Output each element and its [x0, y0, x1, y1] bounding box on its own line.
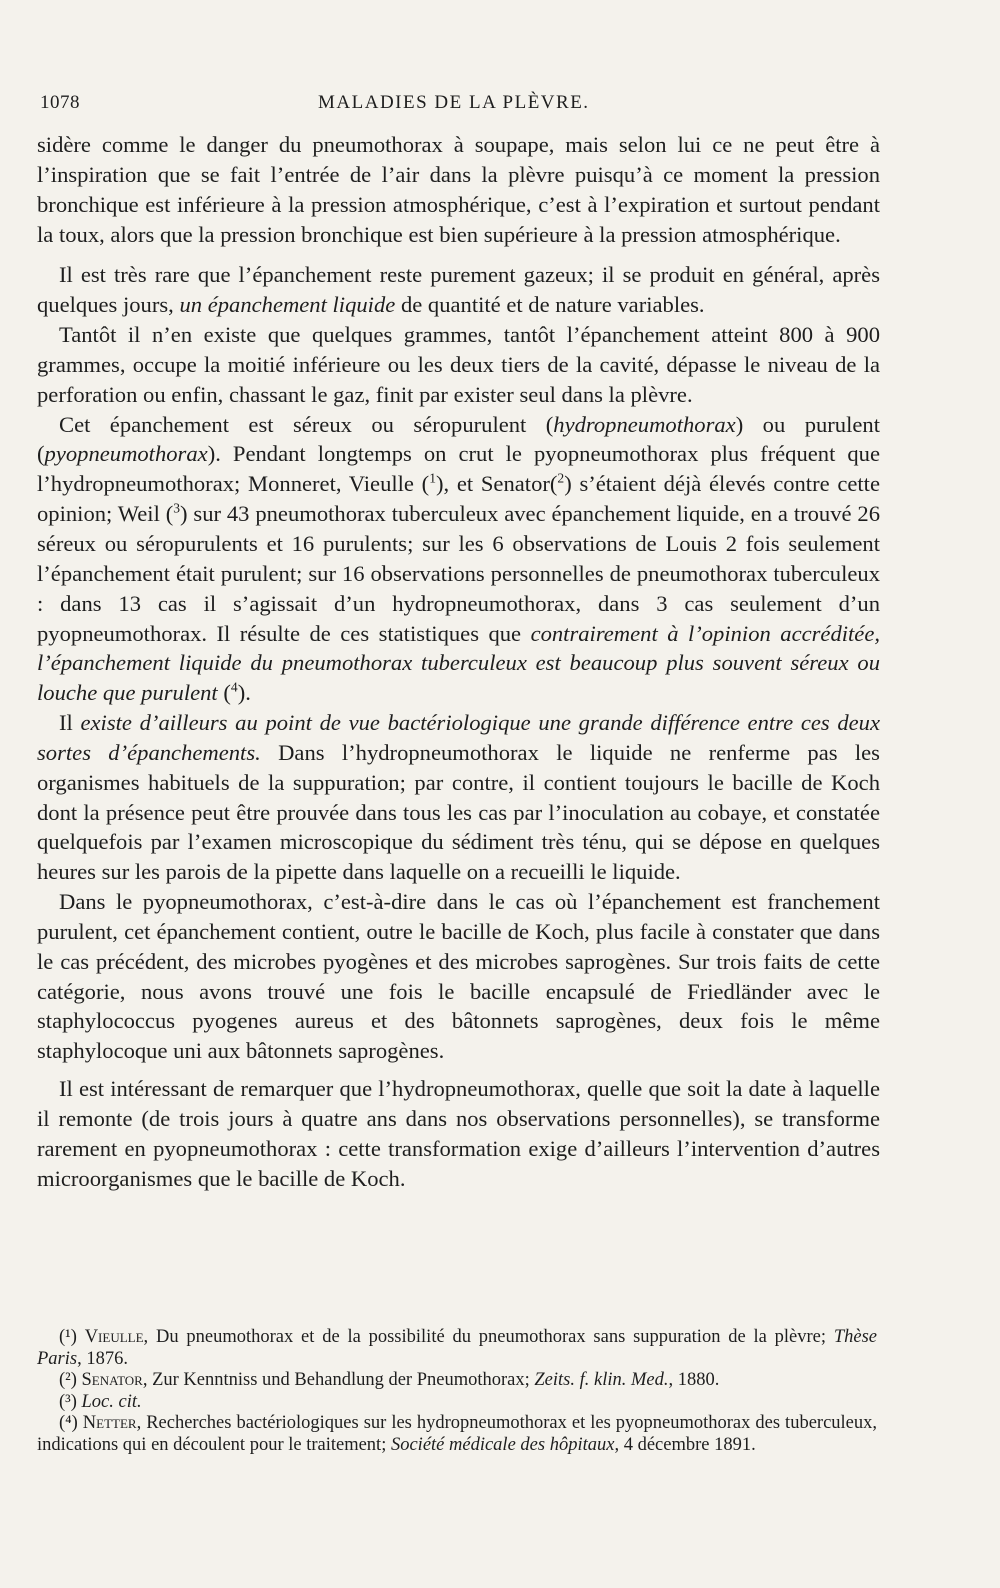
text-run: ) ou purulent (: [37, 411, 880, 467]
emphasis: pyopneumothorax: [44, 441, 208, 467]
footnote-ref-3[interactable]: 3: [173, 500, 181, 516]
paragraph-7: Il est intéressant de remarquer que l’hydropneumothorax, quelle que soit la date à laquelle il remonte (de trois jours à quatre ans dans nos observations personnelles), se transforme rarement en pyopneumothorax : cette transformation exige d’ailleurs l’intervention d’autres microorganismes que le bacille de Koch.: [37, 1076, 880, 1191]
paragraph-1: sidère comme le danger du pneumothorax à soupape, mais selon lui ce ne peut être à l’inspiration que se fait l’entrée de l’air dans la plèvre puisqu’à ce moment la pression bronchique est inférieure à la pression atmosphérique, c’est à l’expiration et surtout pendant la toux, alors que la pression bronchique est bien supérieure à la pression atmosphérique.: [37, 132, 880, 247]
paragraph-3: Tantôt il n’en existe que quelques grammes, tantôt l’épanchement atteint 800 à 900 grammes, occupe la moitié inférieure ou les deux tiers de la cavité, dépasse le niveau de la perforation ou enfin, chassant le gaz, finit par exister seul dans la plèvre.: [37, 322, 880, 407]
emphasis: Société médicale des hôpitaux: [390, 1434, 615, 1455]
footnote-ref-4[interactable]: 4: [230, 679, 238, 695]
text-run: Il: [59, 710, 81, 736]
running-header: [40, 92, 600, 120]
text-run: , 1876.: [77, 1348, 128, 1369]
emphasis: un épanchement liquide: [179, 292, 396, 318]
paragraph-4: [37, 410, 880, 708]
emphasis: contrairement à l’opinion accréditée, l’épanchement liquide du pneumothorax tuberculeux est beaucoup plus souvent séreux ou louche que purulent: [37, 620, 880, 706]
body-text: [37, 130, 880, 1194]
footnote-marker: (⁴): [59, 1413, 78, 1433]
text-run: , 4 décembre 1891.: [614, 1434, 756, 1455]
text-run: ). Pendant longtemps on crut le pyopneumothorax plus fréquent que l’hydropneumothorax; Monneret, Vieulle (: [37, 441, 880, 497]
text-run: ), et Senator(: [435, 471, 558, 497]
page-number: 1078: [40, 92, 80, 113]
text-run: ) s’étaient déjà élevés contre cette opinion; Weil (: [37, 471, 880, 527]
footnote-1: [37, 1327, 877, 1370]
footnote-author: Vieulle,: [84, 1327, 149, 1347]
text-run: , 1880.: [668, 1370, 720, 1390]
text-run: Cet épanchement est séreux ou séropurulent (: [59, 411, 554, 437]
paragraph-6: Dans le pyopneumothorax, c’est-à-dire dans le cas où l’épanchement est franchement purulent, cet épanchement contient, outre le bacille de Koch, plus facile à constater que dans le cas précédent, des microbes pyogènes et des microbes saprogènes. Sur trois faits de cette catégorie, nous avons trouvé une fois le bacille encapsulé de Friedländer avec le staphylococcus pyogenes aureus et des bâtonnets saprogènes, deux fois le même staphylocoque uni aux bâtonnets saprogènes.: [37, 889, 880, 1064]
footnote-ref-1[interactable]: 1: [429, 470, 436, 486]
footnote-author: Netter,: [82, 1413, 142, 1433]
text-run: ).: [237, 680, 251, 706]
footnote-4: [37, 1413, 877, 1456]
footnote-3: [37, 1392, 877, 1414]
text-run: de quantité et de nature variables.: [395, 292, 705, 318]
emphasis: Loc. cit.: [81, 1391, 142, 1412]
paragraph-5: [37, 708, 880, 887]
footnotes: [37, 1327, 877, 1456]
footnote-author: Senator,: [81, 1370, 148, 1390]
footnote-2: [37, 1370, 877, 1392]
text-run: Zur Kenntniss und Behandlung der Pneumothorax;: [147, 1370, 535, 1390]
text-run: Recherches bactériologiques sur les hydropneumothorax et les pyopneumothorax des tuberculeux, indications qui en découlent pour le traitement;: [37, 1413, 878, 1455]
footnote-marker: (¹): [59, 1327, 77, 1347]
emphasis: hydropneumothorax: [553, 411, 736, 437]
emphasis: Zeits. f. klin. Med.: [534, 1370, 669, 1390]
running-title: MALADIES DE LA PLÈVRE.: [318, 92, 590, 113]
emphasis: Thèse Paris: [37, 1327, 878, 1369]
footnote-marker: (²): [59, 1370, 77, 1390]
footnote-marker: (³): [59, 1391, 77, 1412]
text-run: Du pneumothorax et de la possibilité du pneumothorax sans suppuration de la plèvre;: [148, 1327, 834, 1347]
paragraph-2: [37, 260, 880, 320]
text-run: (: [217, 680, 231, 706]
text-run: Il est très rare que l’épanchement reste purement gazeux; il se produit en général, après quelques jours,: [37, 262, 880, 318]
text-run: Dans l’hydropneumothorax le liquide ne renferme pas les organismes habituels de la suppuration; par contre, il contient toujours le bacille de Koch dont la présence peut être prouvée dans tous les cas par l’inoculation au cobaye, et constatée quelquefois par l’examen microscopique du sédiment très ténu, qui se dépose en quelques heures sur les parois de la pipette dans laquelle on a recueilli le liquide.: [37, 739, 880, 885]
text-run: ) sur 43 pneumothorax tuberculeux avec épanchement liquide, en a trouvé 26 séreux ou séropurulents et 16 purulents; sur les 6 observations de Louis 2 fois seulement l’épanchement était purulent; sur 16 observations personnelles de pneumothorax tuberculeux : dans 13 cas il s’agissait d’un hydropneumothorax, dans 3 cas seulement d’un pyopneumothorax. Il résulte de ces statistiques que: [37, 501, 880, 646]
footnote-ref-2[interactable]: 2: [557, 470, 565, 486]
emphasis: existe d’ailleurs au point de vue bactériologique une grande différence entre ces deux sortes d’épanchements.: [37, 710, 881, 765]
